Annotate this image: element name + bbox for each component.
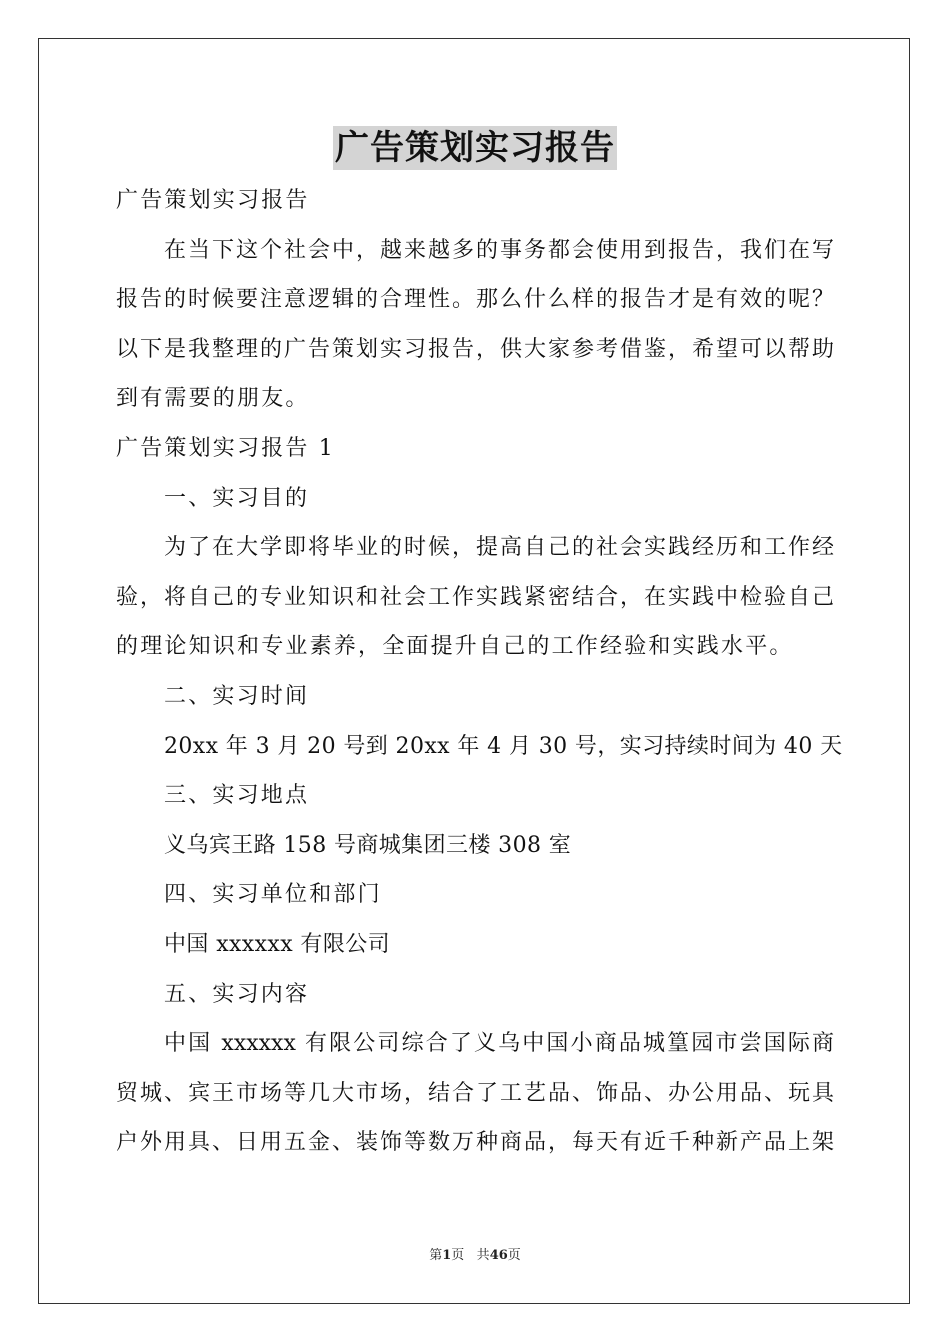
body-line: 20xx 年 3 月 20 号到 20xx 年 4 月 30 号，实习持续时间为 40 天 [164,733,843,759]
footer-total-pages: 46 [489,1248,508,1263]
footer-page-suffix: 页 [451,1248,465,1263]
body-line: 报告的时候要注意逻辑的合理性。那么什么样的报告才是有效的呢？ [116,287,834,313]
footer-page-number: 1 [442,1248,452,1263]
section-heading: 二、实习时间 [164,683,310,709]
body-line: 在当下这个社会中，越来越多的事务都会使用到报告，我们在写 [164,237,834,263]
section-heading: 四、实习单位和部门 [164,882,382,908]
body-line: 为了在大学即将毕业的时候，提高自己的社会实践经历和工作经 [164,535,834,561]
document-body [116,176,843,1168]
body-line: 以下是我整理的广告策划实习报告，供大家参考借鉴，希望可以帮助 [116,336,834,362]
body-line: 的理论知识和专业素养，全面提升自己的工作经验和实践水平。 [116,634,794,660]
footer-total-suffix: 页 [507,1248,521,1263]
body-line: 中国 xxxxxx 有限公司 [164,931,391,957]
body-line: 义乌宾王路 158 号商城集团三楼 308 室 [164,832,572,858]
footer-page-prefix: 第 [429,1248,443,1263]
page-footer [0,1246,950,1266]
body-line: 中国 xxxxxx 有限公司综合了义乌中国小商品城篁园市尝国际商 [164,1031,834,1057]
section-heading: 广告策划实习报告 1 [116,435,335,461]
body-line: 广告策划实习报告 [116,188,310,213]
section-heading: 五、实习内容 [164,981,310,1007]
footer-total-prefix: 共 [476,1248,490,1263]
title-container [0,126,950,170]
section-heading: 一、实习目的 [164,485,310,511]
body-line: 户外用具、日用五金、装饰等数万种商品，每天有近千种新产品上架 [116,1130,834,1156]
body-line: 到有需要的朋友。 [116,386,310,412]
section-heading: 三、实习地点 [164,783,310,809]
body-line: 验，将自己的专业知识和社会工作实践紧密结合，在实践中检验自己 [116,584,834,610]
document-title: 广告策划实习报告 [335,128,615,168]
body-line: 贸城、宾王市场等几大市场，结合了工艺品、饰品、办公用品、玩具 [116,1080,834,1106]
